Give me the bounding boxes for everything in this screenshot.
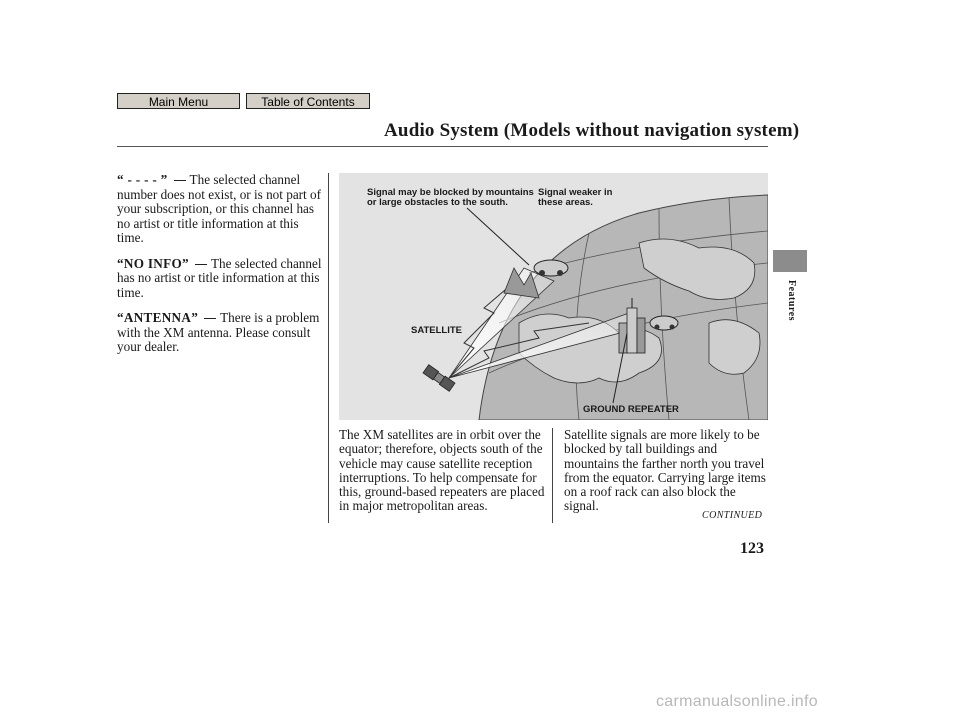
- definition-text: The selected channel has no artist or title information at this time.: [117, 255, 322, 300]
- section-tab-label: Features: [786, 280, 797, 322]
- main-menu-button[interactable]: Main Menu: [117, 93, 240, 109]
- definition-text: The selected channel number does not exist, or is not part of your subscription, or this channel has no artist or title information at this time.: [117, 172, 322, 245]
- message-definitions: [117, 173, 327, 366]
- continued-marker: CONTINUED: [702, 510, 763, 521]
- vehicle-icon-2: [650, 316, 678, 330]
- em-dash: [174, 180, 186, 181]
- table-of-contents-button[interactable]: Table of Contents: [246, 93, 370, 109]
- figure-label-ground-repeater: GROUND REPEATER: [583, 404, 679, 415]
- definition-entry: [117, 173, 327, 246]
- definition-term: “ANTENNA”: [117, 310, 199, 325]
- em-dash: [204, 318, 216, 319]
- definition-text: There is a problem with the XM antenna. Please consult your dealer.: [117, 310, 320, 354]
- column-divider-left: [328, 173, 329, 523]
- globe-illustration: [339, 173, 768, 420]
- definition-entry: [117, 311, 327, 355]
- em-dash: [195, 264, 207, 265]
- vehicle-icon: [534, 260, 568, 276]
- definition-entry: [117, 257, 327, 301]
- header-divider: [117, 146, 768, 147]
- paragraph-signal-blocking: Satellite signals are more likely to be blocked by tall buildings and mountains the farther north you travel from the equator. Carrying large items on a roof rack can also block the signal.: [564, 427, 766, 514]
- figure-label-satellite: SATELLITE: [411, 325, 463, 336]
- definition-term: “ - - - - ”: [117, 172, 168, 187]
- definition-term: “NO INFO”: [117, 255, 189, 271]
- figure-label-blocked: Signal may be blocked by mountains or large obstacles to the south.: [367, 187, 534, 208]
- column-divider-middle: [552, 428, 553, 523]
- satellite-signal-illustration: [339, 173, 768, 420]
- site-watermark: carmanualsonline.info: [656, 693, 818, 710]
- section-tab-marker: [773, 250, 807, 272]
- paragraph-satellites-orbit: The XM satellites are in orbit over the equator; therefore, objects south of the vehicle may cause satellite reception interruptions. To help compensate for this, ground-based repeaters are placed in major metropolitan areas.: [339, 427, 545, 514]
- figure-label-weaker: Signal weaker in these areas.: [538, 187, 613, 208]
- page-title: Audio System (Models without navigation system): [384, 120, 800, 141]
- page-number: 123: [740, 540, 764, 557]
